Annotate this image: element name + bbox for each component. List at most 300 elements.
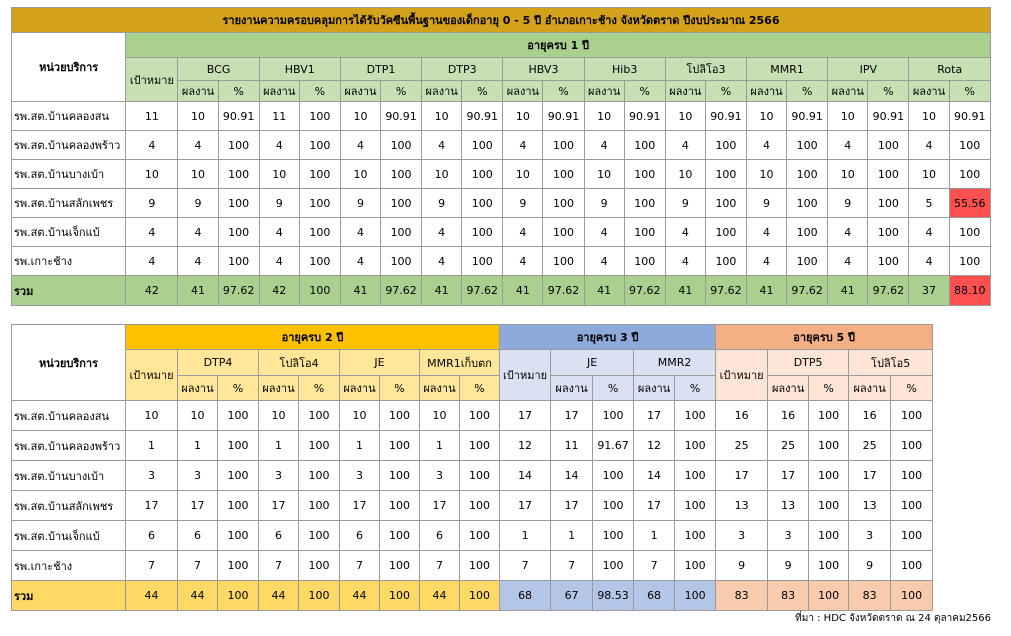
pct-header: % [218,81,259,102]
vaccine-header: Hib3 [584,58,665,81]
result-value: 10 [909,102,949,131]
pct-value: 100 [891,431,933,461]
result-header: ผลงาน [584,81,624,102]
pct-value: 90.91 [462,102,503,131]
pct-value: 100 [460,431,500,461]
target-value: 4 [126,218,178,247]
pct-value: 100 [593,551,634,581]
target-value: 10 [126,401,178,431]
pct-header: % [543,81,584,102]
result-value: 4 [665,218,705,247]
result-value: 4 [422,247,462,276]
total-row [12,581,933,611]
pct-value: 100 [593,401,634,431]
unit-name: รพ.สต.บ้านสลักเพชร [12,189,126,218]
pct-value: 100 [462,160,503,189]
result-value: 3 [340,461,380,491]
pct-value: 100 [787,160,828,189]
target-value: 7 [126,551,178,581]
age3-label: อายุครบ 3 ปี [500,325,716,350]
pct-value: 100 [543,247,584,276]
result-value: 9 [828,189,868,218]
pct-header: % [299,81,340,102]
total-result: 37 [909,276,949,306]
unit-name: รพ.สต.บ้านเจ็กแบ้ [12,218,126,247]
total-result: 83 [768,581,809,611]
result-header: ผลงาน [747,81,787,102]
pct-value: 100 [299,131,340,160]
vaccine-header: DTP1 [340,58,421,81]
result-value: 10 [420,401,460,431]
pct-value: 100 [462,218,503,247]
pct-value: 100 [675,491,716,521]
pct-value: 100 [460,461,500,491]
unit-name: รพ.สต.บ้านสลักเพชร [12,491,126,521]
unit-name: รพ.สต.บ้านคลองสน [12,401,126,431]
pct-value: 90.91 [381,102,422,131]
result-value: 10 [747,102,787,131]
result-value: 10 [178,160,218,189]
pct-value: 100 [381,131,422,160]
unit-name: รพ.สต.บ้านคลองพร้าว [12,131,126,160]
result-value: 4 [828,247,868,276]
pct-value: 90.91 [218,102,259,131]
pct-value: 100 [460,521,500,551]
pct-value: 100 [949,218,990,247]
pct-value: 55.56 [949,189,990,218]
total-pct: 100 [675,581,716,611]
target-value: 25 [716,431,768,461]
result-value: 1 [551,521,593,551]
result-header: ผลงาน [259,376,299,401]
table-row [12,491,933,521]
pct-header: % [593,376,634,401]
total-pct: 97.62 [543,276,584,306]
pct-value: 100 [809,491,849,521]
vaccine-header: โปลิโอ4 [259,350,340,376]
vaccine-header: DTP3 [422,58,503,81]
result-value: 10 [909,160,949,189]
total-target: 42 [126,276,178,306]
result-value: 9 [422,189,462,218]
unit-name: รพ.สต.บ้านคลองสน [12,102,126,131]
title-row [12,8,991,33]
age2-5-coverage-table [11,324,933,611]
pct-value: 100 [809,461,849,491]
pct-value: 100 [381,160,422,189]
pct-value: 100 [949,247,990,276]
total-pct: 97.62 [218,276,259,306]
result-value: 17 [634,491,675,521]
pct-header: % [462,81,503,102]
total-pct: 100 [809,581,849,611]
result-value: 13 [768,491,809,521]
result-header: ผลงาน [178,81,218,102]
vaccine-header: โปลิโอ3 [665,58,746,81]
pct-value: 100 [809,431,849,461]
pct-value: 100 [787,247,828,276]
result-value: 4 [503,218,543,247]
pct-header: % [299,376,340,401]
target-value: 17 [126,491,178,521]
result-header: ผลงาน [634,376,675,401]
unit-name: รพ.เกาะช้าง [12,551,126,581]
result-value: 6 [259,521,299,551]
pct-value: 100 [624,160,665,189]
vaccine-header: HBV3 [503,58,584,81]
pct-value: 100 [299,431,340,461]
pct-value: 100 [868,189,909,218]
pct-value: 100 [299,521,340,551]
pct-value: 100 [675,431,716,461]
result-value: 4 [584,218,624,247]
result-value: 1 [259,431,299,461]
vaccine-header: JE [340,350,420,376]
result-header: ผลงาน [340,81,380,102]
result-value: 4 [503,131,543,160]
result-value: 10 [665,102,705,131]
result-value: 4 [422,218,462,247]
result-value: 10 [665,160,705,189]
result-header: ผลงาน [551,376,593,401]
pct-value: 100 [675,461,716,491]
unit-name: รพ.สต.บ้านบางเบ้า [12,160,126,189]
pct-value: 100 [949,131,990,160]
pct-value: 100 [624,218,665,247]
result-value: 10 [828,102,868,131]
total-pct: 100 [218,581,259,611]
result-header: ผลงาน [909,81,949,102]
pct-value: 100 [299,491,340,521]
pct-value: 100 [543,218,584,247]
result-value: 4 [503,247,543,276]
result-value: 9 [503,189,543,218]
pct-value: 100 [462,131,503,160]
target-value: 11 [126,102,178,131]
pct-header: % [218,376,259,401]
target-header: เป้าหมาย [716,350,768,401]
result-value: 25 [849,431,891,461]
result-value: 4 [259,247,299,276]
total-result: 44 [178,581,218,611]
result-value: 10 [747,160,787,189]
pct-value: 100 [675,551,716,581]
result-value: 10 [178,401,218,431]
result-value: 10 [259,160,299,189]
result-header: ผลงาน [340,376,380,401]
result-value: 4 [340,131,380,160]
pct-value: 100 [868,131,909,160]
target-value: 13 [716,491,768,521]
result-header: ผลงาน [420,376,460,401]
result-value: 6 [420,521,460,551]
pct-value: 100 [593,491,634,521]
pct-value: 100 [299,401,340,431]
unit-header: หน่วยบริการ [12,325,126,401]
result-value: 3 [768,521,809,551]
pct-value: 90.91 [624,102,665,131]
result-value: 7 [178,551,218,581]
pct-value: 100 [705,247,746,276]
result-value: 16 [849,401,891,431]
pct-header: % [809,376,849,401]
result-value: 10 [340,401,380,431]
total-result: 44 [259,581,299,611]
pct-value: 100 [543,131,584,160]
target-value: 3 [126,461,178,491]
result-value: 17 [340,491,380,521]
result-value: 6 [340,521,380,551]
pct-value: 100 [299,102,340,131]
result-value: 4 [747,131,787,160]
total-result: 41 [178,276,218,306]
result-value: 11 [551,431,593,461]
table-row [12,461,933,491]
result-value: 6 [178,521,218,551]
result-value: 4 [259,218,299,247]
result-value: 9 [665,189,705,218]
pct-value: 100 [891,521,933,551]
result-value: 7 [634,551,675,581]
vaccine-header: Rota [909,58,991,81]
table-row [12,521,933,551]
result-value: 1 [634,521,675,551]
result-header: ผลงาน [503,81,543,102]
pct-value: 100 [868,160,909,189]
result-value: 10 [503,102,543,131]
total-target: 83 [716,581,768,611]
total-result: 41 [665,276,705,306]
result-value: 4 [665,131,705,160]
total-result: 41 [747,276,787,306]
total-result: 41 [340,276,380,306]
pct-value: 100 [380,551,420,581]
result-value: 3 [178,461,218,491]
pct-value: 100 [299,461,340,491]
table-row [12,189,991,218]
pct-value: 100 [381,189,422,218]
pct-value: 100 [218,491,259,521]
pct-value: 100 [868,247,909,276]
vaccine-header: โปลิโอ5 [849,350,933,376]
result-value: 17 [849,461,891,491]
result-value: 4 [909,131,949,160]
pct-value: 100 [218,189,259,218]
result-value: 9 [340,189,380,218]
pct-value: 100 [705,189,746,218]
result-value: 10 [340,102,380,131]
result-value: 4 [178,247,218,276]
pct-value: 100 [891,401,933,431]
target-value: 9 [716,551,768,581]
result-value: 17 [551,491,593,521]
unit-name: รพ.สต.บ้านบางเบ้า [12,461,126,491]
target-value: 17 [500,491,551,521]
table-row [12,431,933,461]
result-value: 9 [849,551,891,581]
pct-value: 100 [460,401,500,431]
pct-value: 100 [460,551,500,581]
result-header: ผลงาน [849,376,891,401]
pct-value: 100 [705,131,746,160]
total-result: 41 [503,276,543,306]
target-value: 16 [716,401,768,431]
result-value: 10 [422,160,462,189]
vaccine-header: HBV1 [259,58,340,81]
target-value: 7 [500,551,551,581]
total-pct: 97.62 [787,276,828,306]
table-row [12,160,991,189]
pct-value: 90.91 [949,102,990,131]
target-value: 17 [716,461,768,491]
pct-value: 100 [675,401,716,431]
pct-value: 100 [675,521,716,551]
pct-value: 100 [705,218,746,247]
report-title: รายงานความครอบคลุมการได้รับวัคซีนพื้นฐานของเด็กอายุ 0 - 5 ปี อำเภอเกาะช้าง จังหวัดตราด ปีงบประมาณ 2566 [12,8,991,33]
total-pct: 97.62 [705,276,746,306]
result-value: 17 [634,401,675,431]
pct-header: % [624,81,665,102]
target-header: เป้าหมาย [126,58,178,102]
target-value: 1 [500,521,551,551]
result-value: 10 [584,102,624,131]
target-header: เป้าหมาย [126,350,178,401]
total-pct: 100 [299,581,340,611]
pct-value: 100 [218,401,259,431]
vaccine-header: IPV [828,58,909,81]
vaccine-header: DTP4 [178,350,259,376]
total-target: 44 [126,581,178,611]
pct-value: 100 [543,189,584,218]
result-value: 4 [259,131,299,160]
vaccine-header: BCG [178,58,259,81]
total-result: 42 [259,276,299,306]
result-value: 4 [747,218,787,247]
total-result: 44 [340,581,380,611]
pct-value: 90.91 [868,102,909,131]
pct-value: 90.91 [705,102,746,131]
target-value: 4 [126,131,178,160]
result-value: 14 [551,461,593,491]
pct-value: 90.91 [543,102,584,131]
vaccine-header: MMR1เก็บตก [420,350,500,376]
vaccine-header: DTP5 [768,350,849,376]
target-value: 6 [126,521,178,551]
vaccine-header: JE [551,350,634,376]
total-result: 41 [828,276,868,306]
pct-value: 100 [380,431,420,461]
result-value: 17 [178,491,218,521]
result-value: 5 [909,189,949,218]
total-pct: 97.62 [868,276,909,306]
result-value: 4 [828,218,868,247]
pct-value: 100 [787,131,828,160]
pct-value: 100 [380,491,420,521]
pct-value: 100 [299,218,340,247]
result-value: 17 [259,491,299,521]
table-row [12,551,933,581]
pct-value: 100 [299,551,340,581]
total-pct: 100 [299,276,340,306]
pct-value: 91.67 [593,431,634,461]
result-value: 7 [259,551,299,581]
result-value: 17 [420,491,460,521]
pct-header: % [868,81,909,102]
result-value: 4 [340,218,380,247]
pct-header: % [891,376,933,401]
vaccine-header: MMR2 [634,350,716,376]
pct-value: 100 [299,247,340,276]
table-row [12,247,991,276]
age-group-row [12,33,991,58]
result-value: 3 [849,521,891,551]
pct-value: 100 [218,218,259,247]
result-value: 10 [178,102,218,131]
pct-value: 100 [624,131,665,160]
result-header: ผลงาน [178,376,218,401]
pct-value: 100 [787,189,828,218]
total-result: 67 [551,581,593,611]
pct-header: % [787,81,828,102]
result-value: 14 [634,461,675,491]
target-value: 17 [500,401,551,431]
pct-value: 100 [218,461,259,491]
result-value: 9 [584,189,624,218]
pct-value: 100 [949,160,990,189]
vaccine-header: MMR1 [747,58,828,81]
total-pct: 98.53 [593,581,634,611]
total-pct: 100 [891,581,933,611]
table-row [12,218,991,247]
total-result: 41 [422,276,462,306]
result-value: 3 [420,461,460,491]
result-value: 4 [584,247,624,276]
pct-value: 100 [593,521,634,551]
pct-value: 100 [299,189,340,218]
pct-value: 100 [380,401,420,431]
result-value: 13 [849,491,891,521]
total-result: 44 [420,581,460,611]
result-value: 10 [259,401,299,431]
result-header: ผลงาน [259,81,299,102]
target-value: 1 [126,431,178,461]
table-row [12,131,991,160]
result-header: ผลงาน [665,81,705,102]
result-value: 7 [551,551,593,581]
pct-value: 100 [462,189,503,218]
pct-header: % [380,376,420,401]
pct-value: 100 [462,247,503,276]
pct-value: 100 [809,551,849,581]
result-value: 9 [259,189,299,218]
pct-value: 100 [787,218,828,247]
pct-value: 100 [218,247,259,276]
result-header: ผลงาน [828,81,868,102]
pct-value: 100 [624,189,665,218]
target-value: 12 [500,431,551,461]
pct-header: % [949,81,990,102]
total-pct: 97.62 [462,276,503,306]
age5-label: อายุครบ 5 ปี [716,325,933,350]
source-note: ที่มา : HDC จังหวัดตราด ณ 24 ตุลาคม2566 [795,613,991,624]
target-value: 9 [126,189,178,218]
unit-name: รพ.เกาะช้าง [12,247,126,276]
total-pct: 97.62 [381,276,422,306]
pct-value: 100 [218,551,259,581]
total-target: 68 [500,581,551,611]
result-value: 4 [747,247,787,276]
total-result: 83 [849,581,891,611]
